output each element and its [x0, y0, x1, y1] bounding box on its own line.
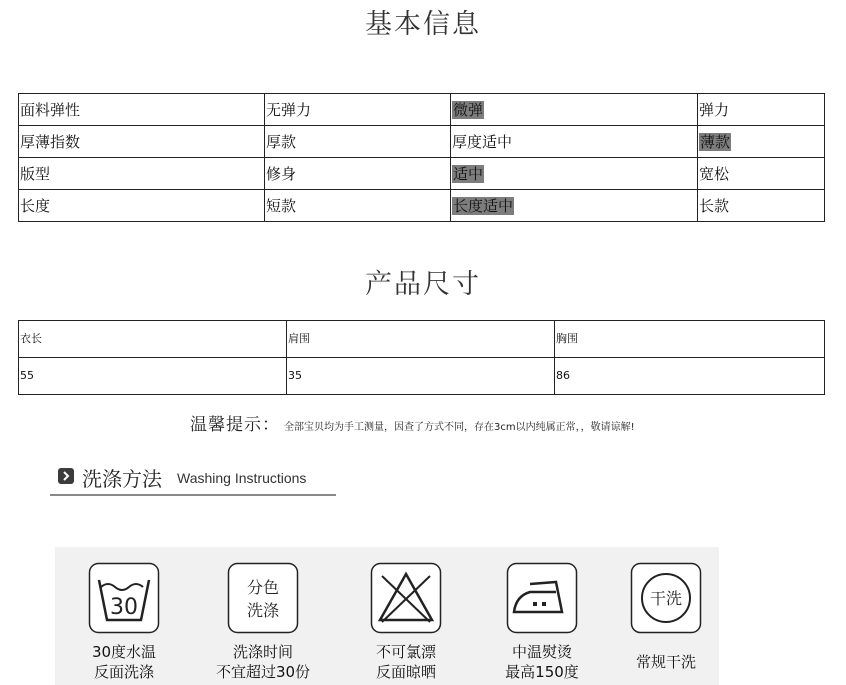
wash-30-icon [88, 562, 160, 634]
care-label-line: 不可氯漂 [375, 643, 436, 661]
option-text: 无弹力 [266, 100, 312, 119]
option-cell [698, 94, 825, 126]
option-cell [698, 190, 825, 222]
tip-text: 全部宝贝均为手工测量，因查了方式不同，存在3cm以内纯属正常，，敬请谅解! [284, 422, 635, 433]
option-text-selected: 微弹 [453, 100, 484, 119]
care-item [487, 562, 597, 682]
tip-line [190, 410, 635, 435]
option-text: 长款 [699, 196, 730, 215]
no-bleach-icon [370, 562, 442, 634]
option-cell-selected [451, 158, 698, 190]
header-cell: 胸围 [555, 321, 825, 358]
care-label-line: 反面晾晒 [375, 663, 436, 681]
care-instructions-panel [55, 547, 719, 685]
washing-title-en: Washing Instructions [177, 470, 307, 486]
table-header-row [19, 321, 825, 358]
header-cell: 衣长 [19, 321, 287, 358]
table-row [19, 126, 825, 158]
washing-title-cn: 洗涤方法 [82, 467, 162, 491]
basic-info-title: 基本信息 [365, 9, 481, 40]
option-text-selected: 长度适中 [453, 196, 514, 215]
wash-temp-text: 30 [110, 595, 138, 620]
option-text: 厚款 [266, 132, 297, 151]
dry-clean-text: 干洗 [649, 589, 683, 608]
icon-text-line: 分色 [246, 578, 280, 597]
option-cell [265, 126, 451, 158]
row-label: 长度 [19, 190, 265, 222]
care-item [351, 562, 461, 682]
dry-clean-icon [630, 562, 702, 634]
option-cell [265, 94, 451, 126]
basic-info-table [18, 93, 825, 222]
care-label [351, 642, 461, 682]
table-row [19, 94, 825, 126]
option-cell [451, 126, 698, 158]
table-row [19, 190, 825, 222]
option-cell-selected [698, 126, 825, 158]
option-text: 宽松 [699, 164, 730, 183]
value-cell: 86 [555, 358, 825, 395]
option-text: 厚度适中 [452, 132, 513, 151]
value-cell: 35 [287, 358, 555, 395]
value-cell: 55 [19, 358, 287, 395]
tip-title: 温馨提示： [190, 415, 280, 435]
product-size-title: 产品尺寸 [365, 269, 481, 300]
care-label-line: 洗涤时间 [232, 643, 293, 661]
option-text: 弹力 [699, 100, 730, 119]
care-item [69, 562, 179, 682]
option-cell-selected [451, 94, 698, 126]
care-label-line: 最高150度 [505, 663, 579, 681]
separate-wash-icon [227, 562, 299, 634]
row-label: 厚薄指数 [19, 126, 265, 158]
option-cell [265, 158, 451, 190]
care-label [69, 642, 179, 682]
row-label: 版型 [19, 158, 265, 190]
care-label [611, 652, 721, 672]
table-row [19, 358, 825, 395]
care-label-line: 中温熨烫 [511, 643, 572, 661]
care-label-line: 30度水温 [91, 643, 157, 661]
iron-medium-icon [506, 562, 578, 634]
table-row [19, 158, 825, 190]
care-label [208, 642, 318, 682]
care-label [487, 642, 597, 682]
option-text: 短款 [266, 196, 297, 215]
product-size-table [18, 320, 825, 395]
option-text: 修身 [266, 164, 297, 183]
header-cell: 肩围 [287, 321, 555, 358]
option-text-selected: 适中 [453, 164, 484, 183]
care-label-line: 不宜超过30份 [215, 663, 311, 681]
arrow-right-icon [58, 468, 74, 484]
washing-header [50, 462, 336, 496]
row-label: 面料弹性 [19, 94, 265, 126]
option-cell [265, 190, 451, 222]
option-text-selected: 薄款 [700, 132, 731, 151]
care-item [611, 562, 721, 672]
care-label-line: 常规干洗 [635, 653, 696, 671]
option-cell [698, 158, 825, 190]
care-label-line: 反面洗涤 [93, 663, 154, 681]
option-cell-selected [451, 190, 698, 222]
icon-text-line: 洗涤 [246, 601, 280, 620]
care-item [208, 562, 318, 682]
